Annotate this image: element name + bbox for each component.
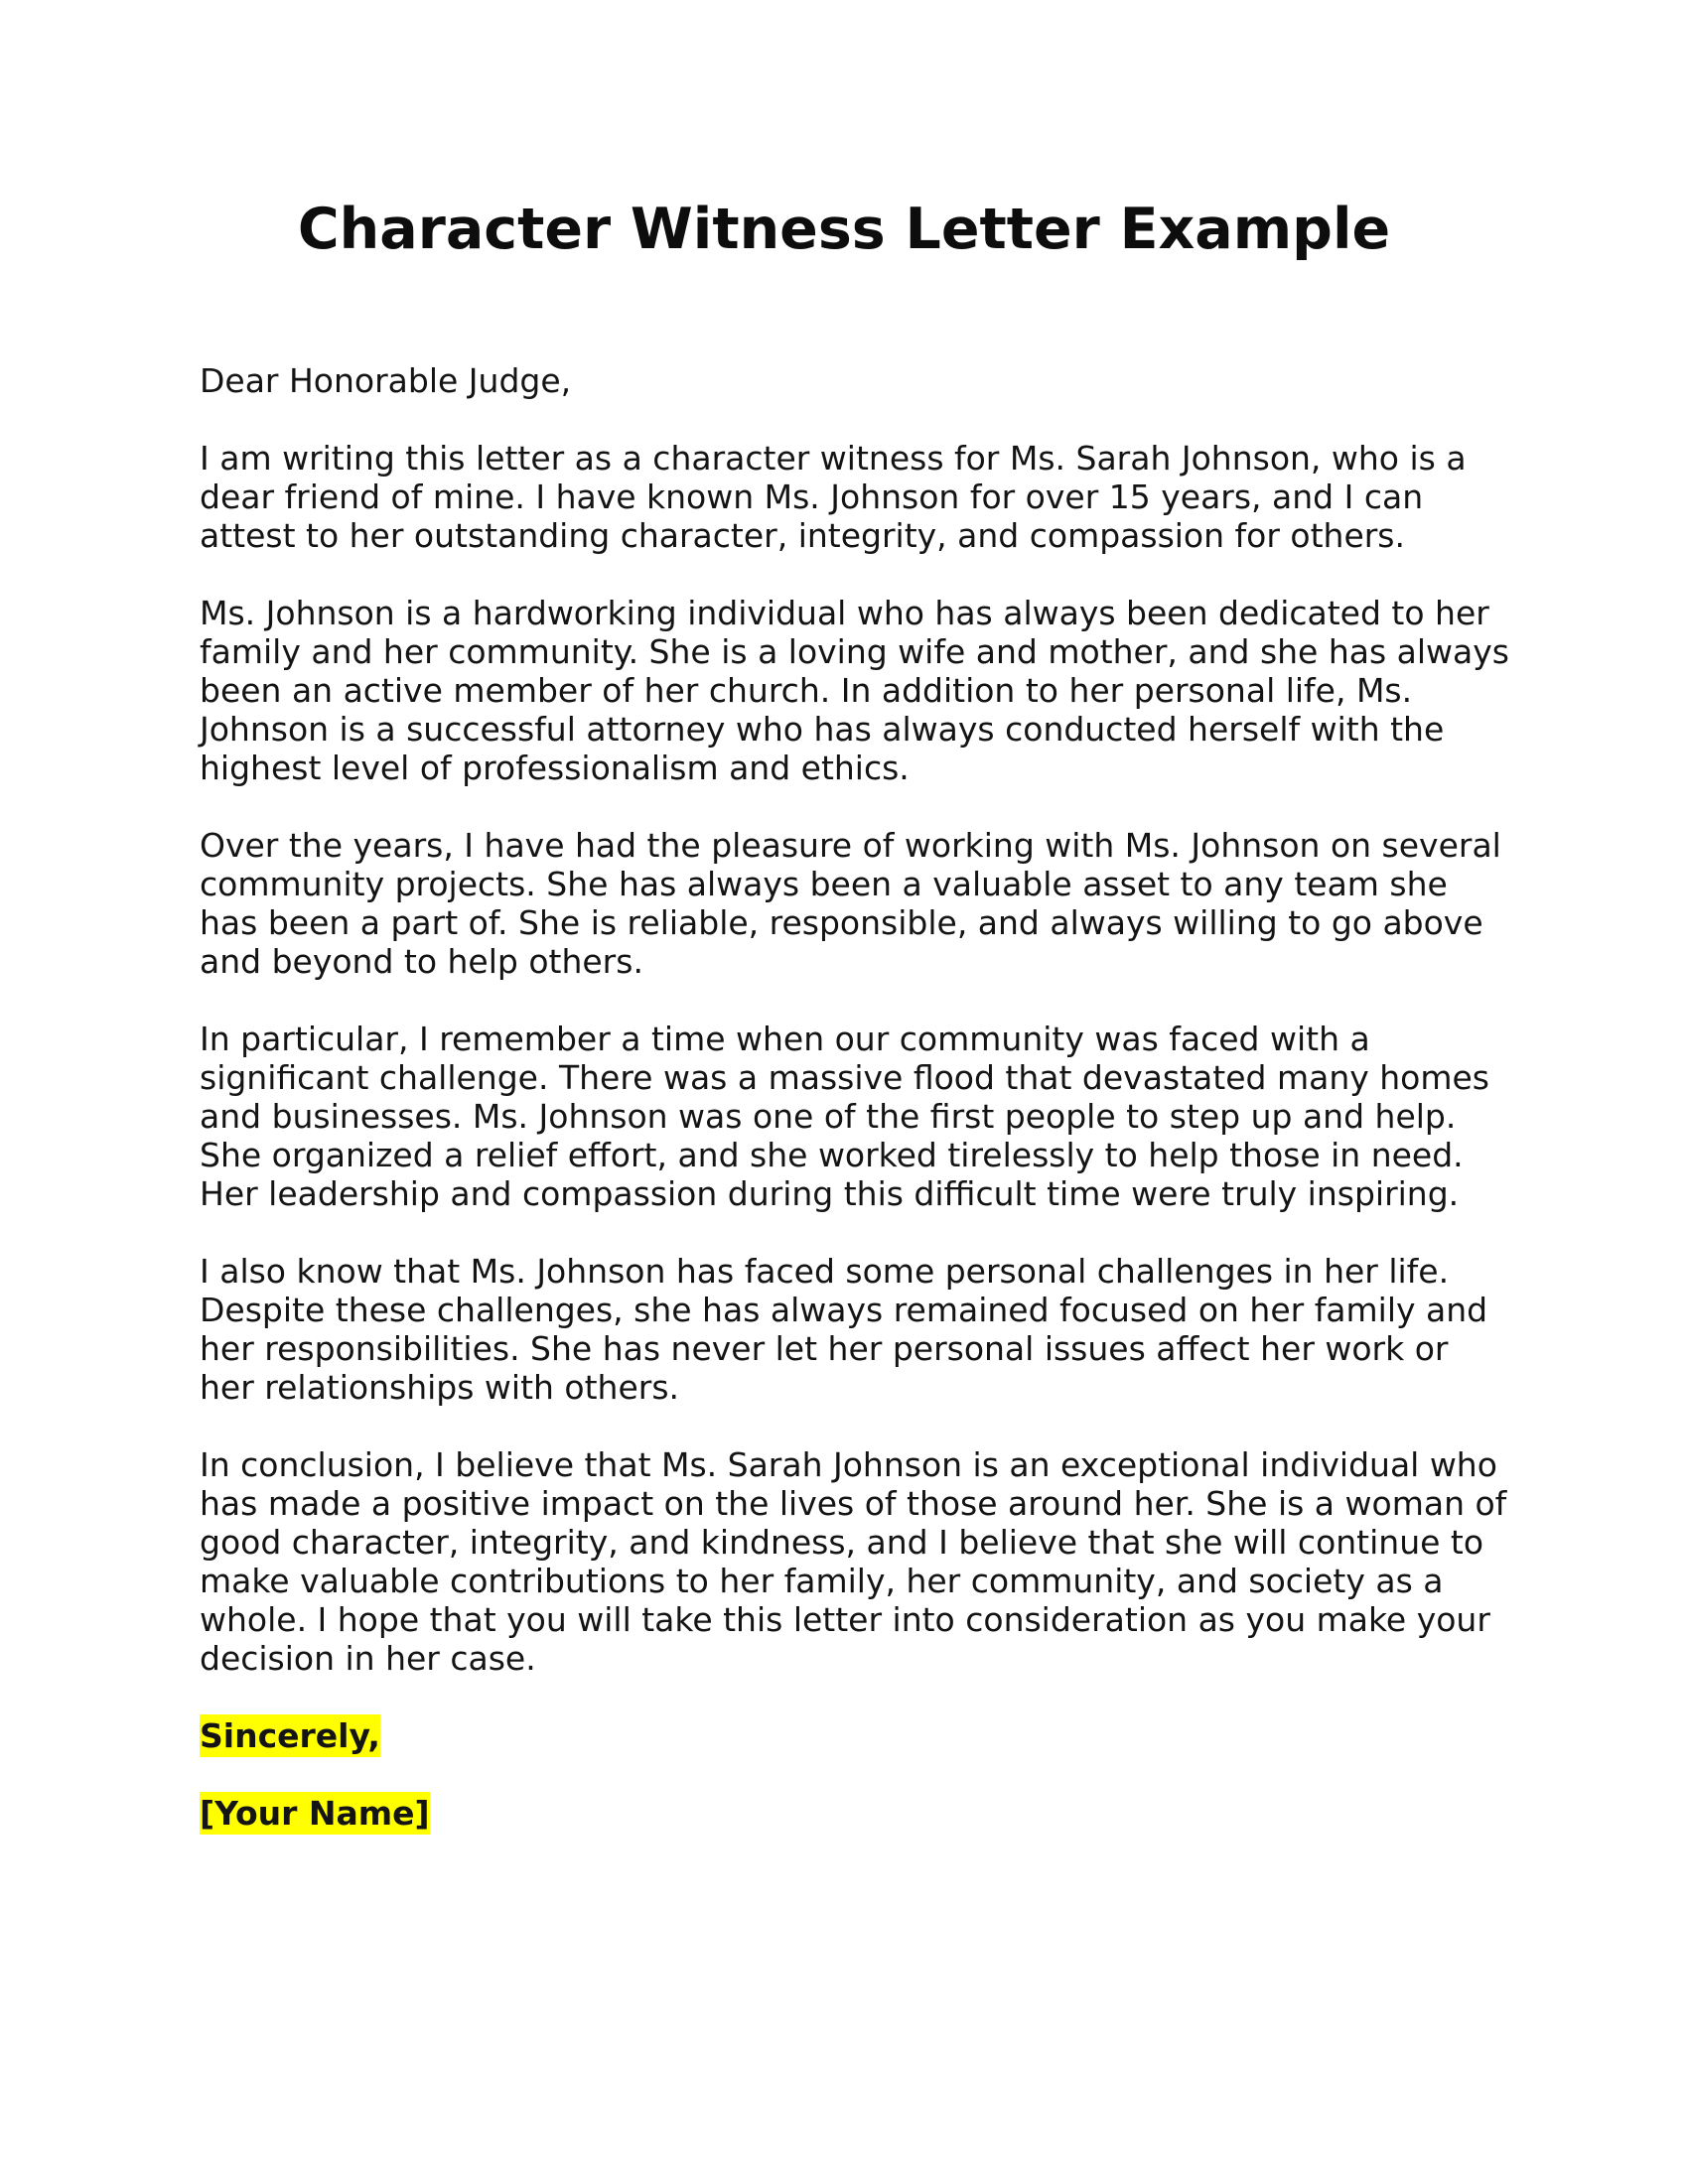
salutation: Dear Honorable Judge, [200, 361, 572, 400]
page-title: Character Witness Letter Example [297, 197, 1391, 262]
paragraph-introduction: I am writing this letter as a character witness for Ms. Sarah Johnson, who is a dear friend of mine. I have known Ms. Johnson for over 15 years, and I can attest to her outstanding character, integrity, and compassion for others. [200, 439, 1467, 555]
signature-placeholder: [Your Name] [200, 1794, 430, 1833]
paragraph-community-projects: Over the years, I have had the pleasure of working with Ms. Johnson on several community projects. She has always been a valuable asset to any team she has been a part of. She is reliable, responsible, and always willing to go above and beyond to help others. [200, 826, 1501, 981]
paragraph-conclusion: In conclusion, I believe that Ms. Sarah Johnson is an exceptional individual who has made a positive impact on the lives of those around her. She is a woman of good character, integrity, and kindness, and I believe that she will continue to make valuable contributions to her family, her community, and society as a whole. I hope that you will take this letter into consideration as you make your decision in her case. [200, 1445, 1507, 1678]
paragraph-personal-challenges: I also know that Ms. Johnson has faced some personal challenges in her life. Despite these challenges, she has always remained focused on her family and her responsibilities. She has never let her personal issues affect her work or her relationships with others. [200, 1252, 1488, 1407]
signature-line [200, 1794, 1510, 1833]
paragraph-flood-relief: In particular, I remember a time when our community was faced with a significant challenge. There was a massive flood that devastated many homes and businesses. Ms. Johnson was one of the first people to step up and help. She organized a relief effort, and she worked tirelessly to help those in need. Her leadership and compassion during this difficult time were truly inspiring. [200, 1020, 1490, 1213]
closing-text: Sincerely, [200, 1716, 380, 1755]
closing-line [200, 1716, 1510, 1755]
paragraph-character: Ms. Johnson is a hardworking individual who has always been dedicated to her family and her community. She is a loving wife and mother, and she has always been an active member of her church. In addition to her personal life, Ms. Johnson is a successful attorney who has always conducted herself with the highest level of professionalism and ethics. [200, 594, 1509, 787]
letter-body [200, 361, 1510, 1871]
